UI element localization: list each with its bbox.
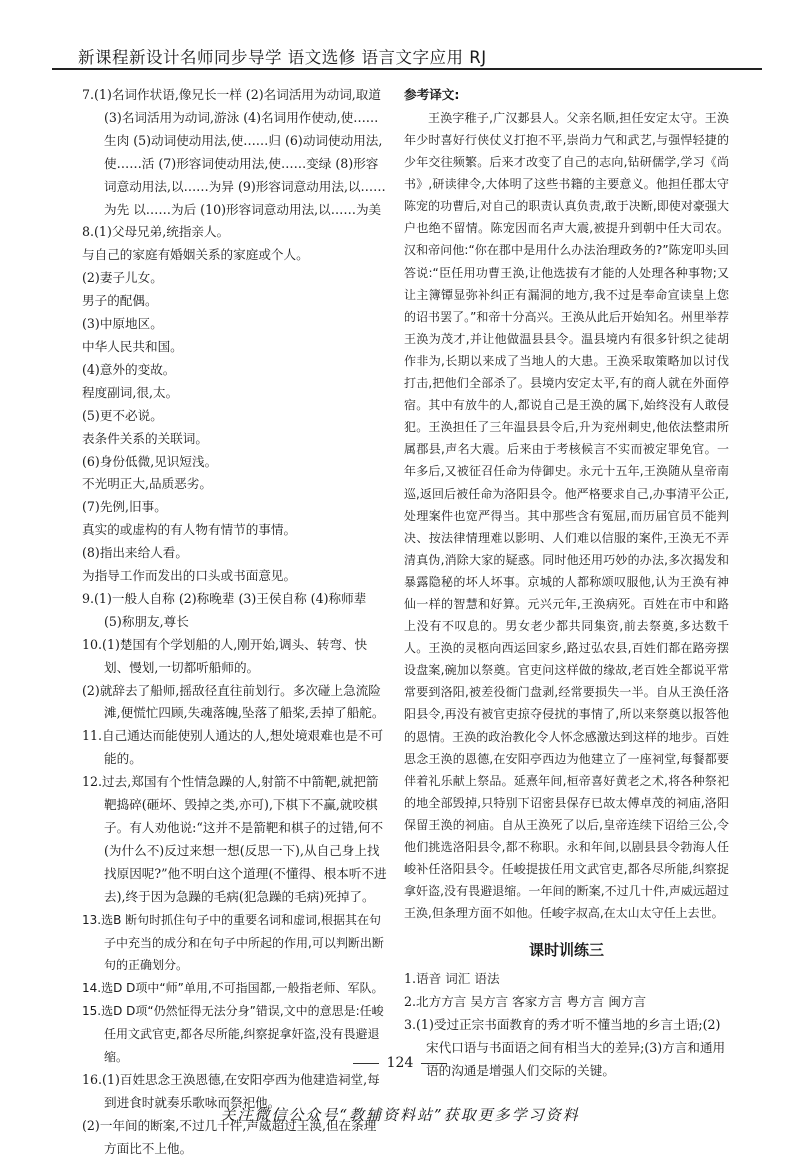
exercise-1: 1.语音 词汇 语法 [404,971,500,987]
page-number-dash-left [353,1063,379,1064]
answer-line: 不光明正大,品质恶劣。 [82,476,212,492]
answer-line: (6)身份低微,见识短浅。 [82,453,218,469]
answer-line: (2)妻子儿女。 [82,270,163,286]
page-number [0,1055,800,1071]
header-title: 新课程新设计名师同步导学 语文选修 语言文字应用 RJ [78,48,487,67]
page-number-dash-right [421,1063,447,1064]
answer-7: 7.(1)名词作状语,像兄长一样 (2)名词活用为动词,取道 (3)名词活用为动词,游泳 (4)名词用作使动,使……生肉 (5)动词使动用法,使……归 (6)动词使动用法,使……活 (7)形容词使动用法,使……变绿 (8)形容词意动用法,以……为异 (9)形容词意动用法,以……为先 以……为后 (10)形容词意动用法,以……为美 [82,87,386,217]
answer-line: 表条件关系的关联词。 [82,430,208,446]
answer-line: (5)更不必说。 [82,407,163,423]
answer-line: 男子的配偶。 [82,293,158,309]
answer-line: 中华人民共和国。 [82,338,183,354]
section-title: 课时训练三 [528,941,604,960]
reference-translation-text: 王涣字稚子,广汉郪县人。父亲名顺,担任安定太守。王涣年少时喜好行侠仗义打抱不平,崇尚力气和武艺,与强悍轻捷的少年交往频繁。后来才改变了自己的志向,钻研儒学,学习《尚书》,研读律令,大体明了这些书籍的主要意义。他担任郡太守陈宠的功曹后,对自己的职责认真负责,敢于决断,即使对豪强大户也绝不留情。陈宠因而名声大震,被提升到朝中任大司农。汉和帝问他:“你在郡中是用什么办法治理政务的?”陈宠叩头回答说:“臣任用功曹王涣,让他选拔有才能的人处理各种事物;又让主簿镡显弥补纠正有漏洞的地方,我不过是奉命宣读皇上您的诏书罢了。”和帝十分高兴。王涣从此后开始知名。州里举荐王涣为茂才,并让他做温县县令。温县境内有很多针织之徒胡作非为,长期以来成了当地人的大患。王涣采取策略加以讨伐打击,把他们全部杀了。县境内安定太平,有的商人就在外面停宿。其中有放牛的人,都说自己是王涣的属下,始终没有人敢侵犯。王涣担任了三年温县县令后,升为兖州刺史,他依法整肃所属郡县,声名大震。后来由于考核候言不实而被定罪免官。一年多后,又被征召任命为侍御史。永元十五年,王涣随从皇帝南巡,返回后被任命为洛阳县令。他严格要求自己,办事清平公正,处理案件也宽严得当。其中那些含有冤屈,而历届官员不能判决、按法律情理难以影明、人们难以信服的案件,王涣无不弄清真伪,消除大家的疑惑。同时他还用巧妙的办法,多次揭发和暴露隐秘的坏人坏事。京城的人都称颂叹服他,认为王涣有神仙一样的智慧和好算。元兴元年,王涣病死。百姓在市中和路上没有不叹息的。男女老少都共同集资,前去祭奠,多达数千人。王涣的灵柩向西运回家乡,路过弘农县,百姓们都在路旁摆设盘案,碗加以祭奠。官吏问这样做的缘故,老百姓全都说平常常要到洛阳,被差役衙门盘剥,经常要损失一半。自从王涣任洛阳县令,再没有被官吏掠夺侵扰的事情了,所以来祭奠以报答他的恩情。王涣的政治教化令人怀念感激达到这样的地步。百姓思念王涣的恩德,在安阳亭西边为他建立了一座祠堂,每餐都要伴着礼乐献上祭品。延熹年间,桓帝喜好黄老之术,将各种祭祀的地全部毁掉,只特别下诏密县保存已故太傅卓茂的祠庙,洛阳保留王涣的祠庙。自从王涣死了以后,皇帝连续下诏给三公,令他们挑选洛阳县令,都不称职。永和年间,以剧县县令勃海人任峻补任洛阳县令。任峻提拔任用文武官吏,都各尽所能,纠察捉拿奸盗,没有畏避退缩。一年间的断案,不过几十件,声威远超过王涣,但条理方面不如他。任峻字叔高,在太山太守任上去世。 [404,110,729,921]
answer-10-2: (2)就辞去了船师,摇敌径直往前划行。多次碰上急流险滩,便慌忙四顾,失魂落魄,坠落了船桨,丢掉了船舵。 [82,682,385,721]
answer-column-left [82,84,388,1161]
answer-10: 10.(1)楚国有个学划船的人,刚开始,调头、转弯、快划、慢划,一切都听船师的。 [82,636,368,675]
answer-11: 11.自己通达而能使别人通达的人,想处境艰难也是不可能的。 [82,728,384,767]
answer-13: 13.选B 断句时抓住句子中的重要名词和虚词,根据其在句子中充当的成分和在句子中所起的作用,可以判断出断句的正确划分。 [82,912,384,973]
page-header [52,36,762,70]
answer-line: 与自己的家庭有婚姻关系的家庭或个人。 [82,247,309,263]
exercise-3: 3.(1)受过正宗书面教育的秀才听不懂当地的乡言土语;(2)宋代口语与书面语之间有相当大的差异;(3)方言和通用语的沟通是增强人们交际的关键。 [404,1017,726,1078]
answer-line: (7)先例,旧事。 [82,499,167,515]
exercise-2: 2.北方方言 吴方言 客家方言 粤方言 闽方言 [404,994,647,1010]
answer-16-2: (2)一年间的断案,不过几十件,声威超过王涣,但在条理方面比不上他。 [82,1117,377,1156]
answer-8: 8.(1)父母兄弟,统指亲人。 [82,224,230,240]
answer-line: 程度副词,很,太。 [82,384,179,400]
reference-translation-title: 参考译文: [404,87,460,102]
answer-9: 9.(1)一般人自称 (2)称晚辈 (3)王侯自称 (4)称师辈 (5)称朋友,尊长 [82,590,367,629]
answer-line: (8)指出来给人看。 [82,545,188,561]
answer-line: (3)中原地区。 [82,316,163,332]
answer-column-right [404,84,729,1083]
answer-14: 14.选D D项中“师”单用,不可指国都,一般指老师、军队。 [82,981,384,996]
answer-16: 16.(1)百姓思念王涣恩德,在安阳亭西为他建造祠堂,每到进食时就奏乐歌咏而祭祀他。 [82,1071,380,1110]
answer-line: (4)意外的变故。 [82,361,176,377]
footer-note: 关注微信公众号“教辅资料站”获取更多学习资料 [220,1106,580,1124]
page-number-text: 124 [386,1055,414,1071]
answer-line: 为指导工作而发出的口头或书面意见。 [82,568,297,584]
answer-line: 真实的或虚构的有人物有情节的事情。 [82,522,297,538]
answer-12: 12.过去,郑国有个性情急躁的人,射箭不中箭靶,就把箭靶捣碎(砸坏、毁掉之类,亦可),下棋下不赢,就咬棋子。有人劝他说:“这并不是箭靶和棋子的过错,何不(为什么不)反过来想一想(反思一下),从自己身上找找原因呢?”他不明白这个道理(不懂得、根本听不进去),终于因为急躁的毛病(犯急躁的毛病)死掉了。 [82,774,387,904]
answer-15: 15.选D D项“仍然怔得无法分身”错误,文中的意思是:任峻任用文武官吏,都各尽所能,纠察捉拿奸盗,没有畏避退缩。 [82,1004,384,1065]
